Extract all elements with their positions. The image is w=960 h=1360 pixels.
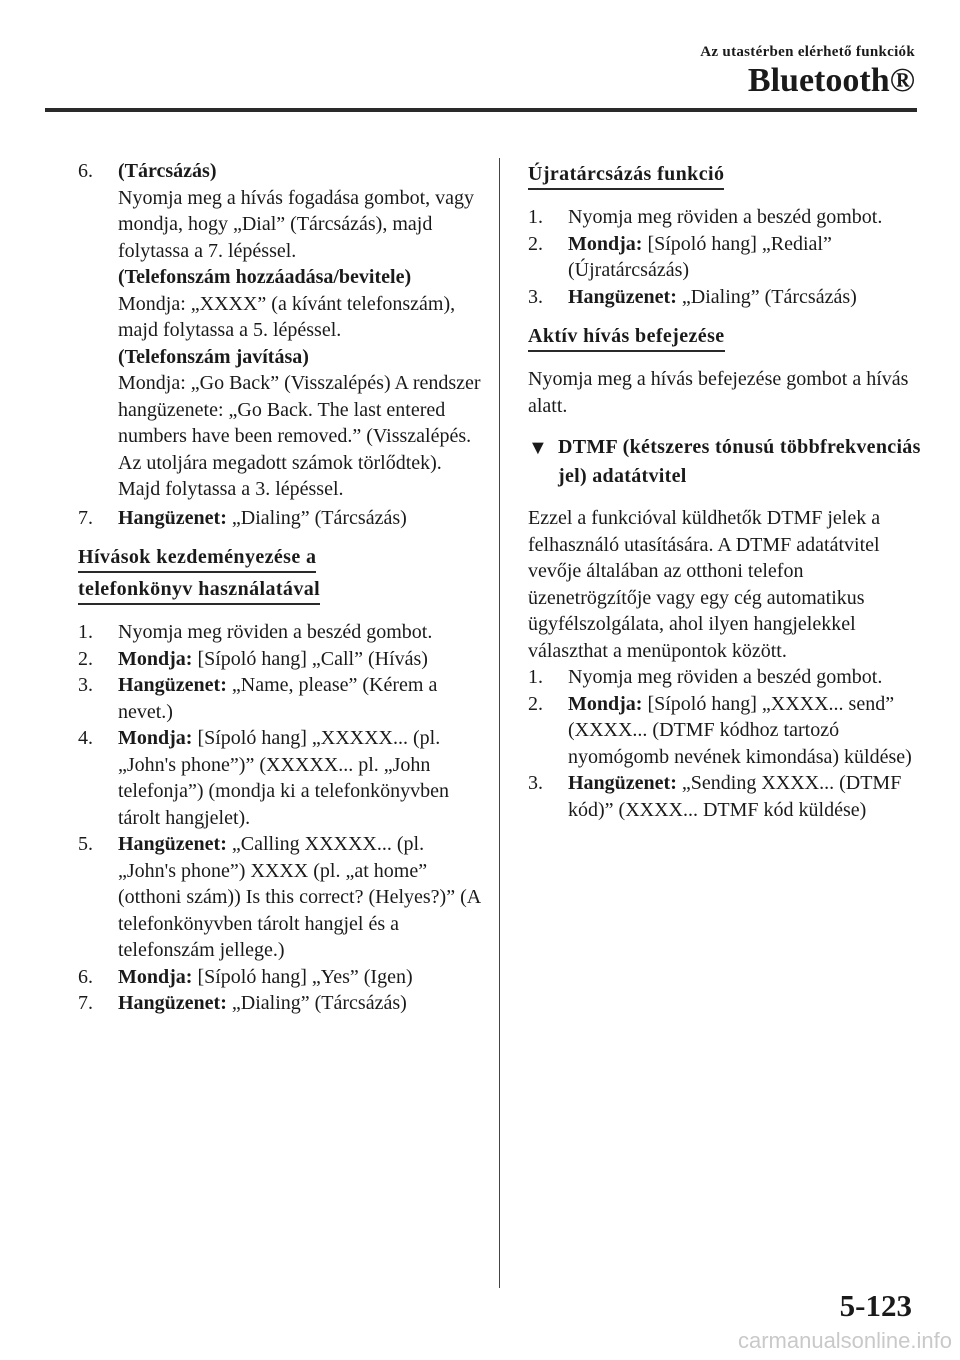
step-number: 6.	[78, 965, 93, 988]
section-heading-line1: Hívások kezdeményezése a	[78, 546, 316, 573]
step-item	[78, 725, 482, 831]
step-text: Nyomja meg röviden a beszéd gombot.	[568, 666, 883, 688]
step-label: Hangüzenet:	[118, 674, 227, 696]
step-item	[78, 831, 482, 964]
step-text: [Sípoló hang] „Call” (Hívás)	[197, 647, 428, 670]
step-number: 3.	[528, 285, 543, 308]
step-item	[78, 672, 482, 725]
step-item	[528, 770, 923, 823]
step-label: Hangüzenet:	[568, 772, 677, 794]
substep-title-correct: (Telefonszám javítása)	[118, 345, 309, 368]
step-text: Nyomja meg röviden a beszéd gombot.	[568, 206, 883, 228]
step-text: [Sípoló hang] „Yes” (Igen)	[197, 965, 413, 988]
dtmf-heading-text: DTMF (kétszeres tónusú többfrekvenciás jel) adatátvitel	[558, 436, 921, 487]
step-label: Mondja:	[118, 965, 193, 988]
section-heading-text: Aktív hívás befejezése	[528, 325, 725, 352]
step-text: „Dialing” (Tárcsázás)	[231, 992, 407, 1014]
step-label: Hangüzenet:	[118, 506, 227, 529]
step-text: [Sípoló hang] „XXXX... send” (XXXX... (DTMF kódhoz tartozó nyomógomb nevének kimondása) küldése)	[568, 692, 912, 768]
step-number: 1.	[528, 206, 543, 228]
header-subtitle: Az utastérben elérhető funkciók	[700, 44, 915, 60]
step-number: 2.	[528, 232, 543, 255]
step-label: Mondja:	[568, 232, 643, 255]
step-item	[78, 646, 482, 673]
step-text: [Sípoló hang] „Redial” (Újratárcsázás)	[568, 232, 832, 281]
dtmf-heading	[528, 433, 923, 491]
step-number: 5.	[78, 833, 93, 855]
step-item	[528, 664, 923, 691]
triangle-marker-icon: ▼	[528, 437, 549, 459]
step-text: Nyomja meg röviden a beszéd gombot.	[118, 621, 433, 643]
right-column	[528, 158, 923, 823]
dtmf-steps	[528, 664, 923, 823]
step-text: „Sending XXXX... (DTMF kód)” (XXXX... DTMF kód küldése)	[568, 772, 902, 821]
step-label: Mondja:	[118, 727, 193, 749]
step-text: Nyomja meg a hívás fogadása gombot, vagy mondja, hogy „Dial” (Tárcsázás), majd folytassa a 7. lépéssel.	[118, 186, 475, 262]
step-number: 4.	[78, 727, 93, 749]
step-label: Hangüzenet:	[118, 992, 227, 1014]
step-number: 1.	[528, 666, 543, 688]
step-text: „Dialing” (Tárcsázás)	[231, 506, 407, 529]
step-label: Hangüzenet:	[118, 833, 227, 855]
section-heading-text: Újratárcsázás funkció	[528, 163, 724, 190]
step-text: „Dialing” (Tárcsázás)	[681, 285, 857, 308]
step-number: 7.	[78, 992, 93, 1014]
step-number: 1.	[78, 621, 93, 643]
substep-text-add: Mondja: „XXXX” (a kívánt telefonszám), majd folytassa a 5. lépéssel.	[118, 292, 456, 341]
phonebook-steps	[78, 619, 482, 1017]
step-item	[78, 990, 482, 1017]
substep-title-add: (Telefonszám hozzáadása/bevitele)	[118, 266, 412, 288]
step-item	[528, 231, 923, 284]
step-number: 7.	[78, 506, 93, 529]
step-text: „Name, please” (Kérem a nevet.)	[118, 674, 438, 723]
step-number: 2.	[78, 647, 93, 670]
step-text: „Calling XXXXX... (pl. „John's phone”) XXXX (pl. „at home” (otthoni szám)) Is this correct? (Helyes?)” (A telefonkönyvben tárolt hangjel és a telefonszám jellege.)	[118, 833, 481, 961]
step-label: Mondja:	[118, 647, 193, 670]
step-number: 6.	[78, 160, 93, 182]
watermark: carmanualsonline.info	[737, 1328, 952, 1353]
step-item	[78, 964, 482, 991]
header-rule	[45, 108, 917, 112]
substep-text-correct: Mondja: „Go Back” (Visszalépés) A rendszer hangüzenete: „Go Back. The last entered numbers have been removed.” (Visszalépés. Az utoljára megadott számok törlődtek). Majd folytassa a 3. lépéssel.	[118, 372, 481, 500]
dtmf-text: Ezzel a funkcióval küldhetők DTMF jelek a felhasználó utasítására. A DTMF adatátvitel vevője általában az otthoni telefon üzenetrögzítője vagy egy cég automatikus ügyfélszolgálata, ahol ilyen hangjelekkel választhat a menüpontok között.	[528, 507, 881, 662]
section-heading-line2: telefonkönyv használatával	[78, 578, 320, 605]
redial-steps	[528, 204, 923, 310]
section-heading-end-call	[528, 320, 923, 352]
step-item	[528, 204, 923, 231]
step-7	[78, 505, 482, 532]
left-column	[78, 158, 482, 1017]
step-text: [Sípoló hang] „XXXXX... (pl. „John's phone”)” (XXXXX... pl. „John telefonja”) (mondja ki a telefonkönyvben tárolt hangjelet).	[118, 727, 449, 829]
step-label: Mondja:	[568, 692, 643, 715]
page-number: 5-123	[839, 1288, 912, 1323]
header-title: Bluetooth®	[747, 62, 915, 99]
section-heading-phonebook	[78, 541, 482, 605]
step-item	[78, 619, 482, 646]
step-item	[528, 691, 923, 771]
step-6-dialing	[78, 158, 482, 503]
step-title: (Tárcsázás)	[118, 160, 217, 182]
step-number: 2.	[528, 692, 543, 715]
column-divider	[499, 158, 500, 1288]
section-heading-redial	[528, 158, 923, 190]
step-number: 3.	[78, 674, 93, 696]
step-label: Hangüzenet:	[568, 285, 677, 308]
step-item	[528, 284, 923, 311]
end-call-text: Nyomja meg a hívás befejezése gombot a hívás alatt.	[528, 368, 909, 417]
step-number: 3.	[528, 772, 543, 794]
